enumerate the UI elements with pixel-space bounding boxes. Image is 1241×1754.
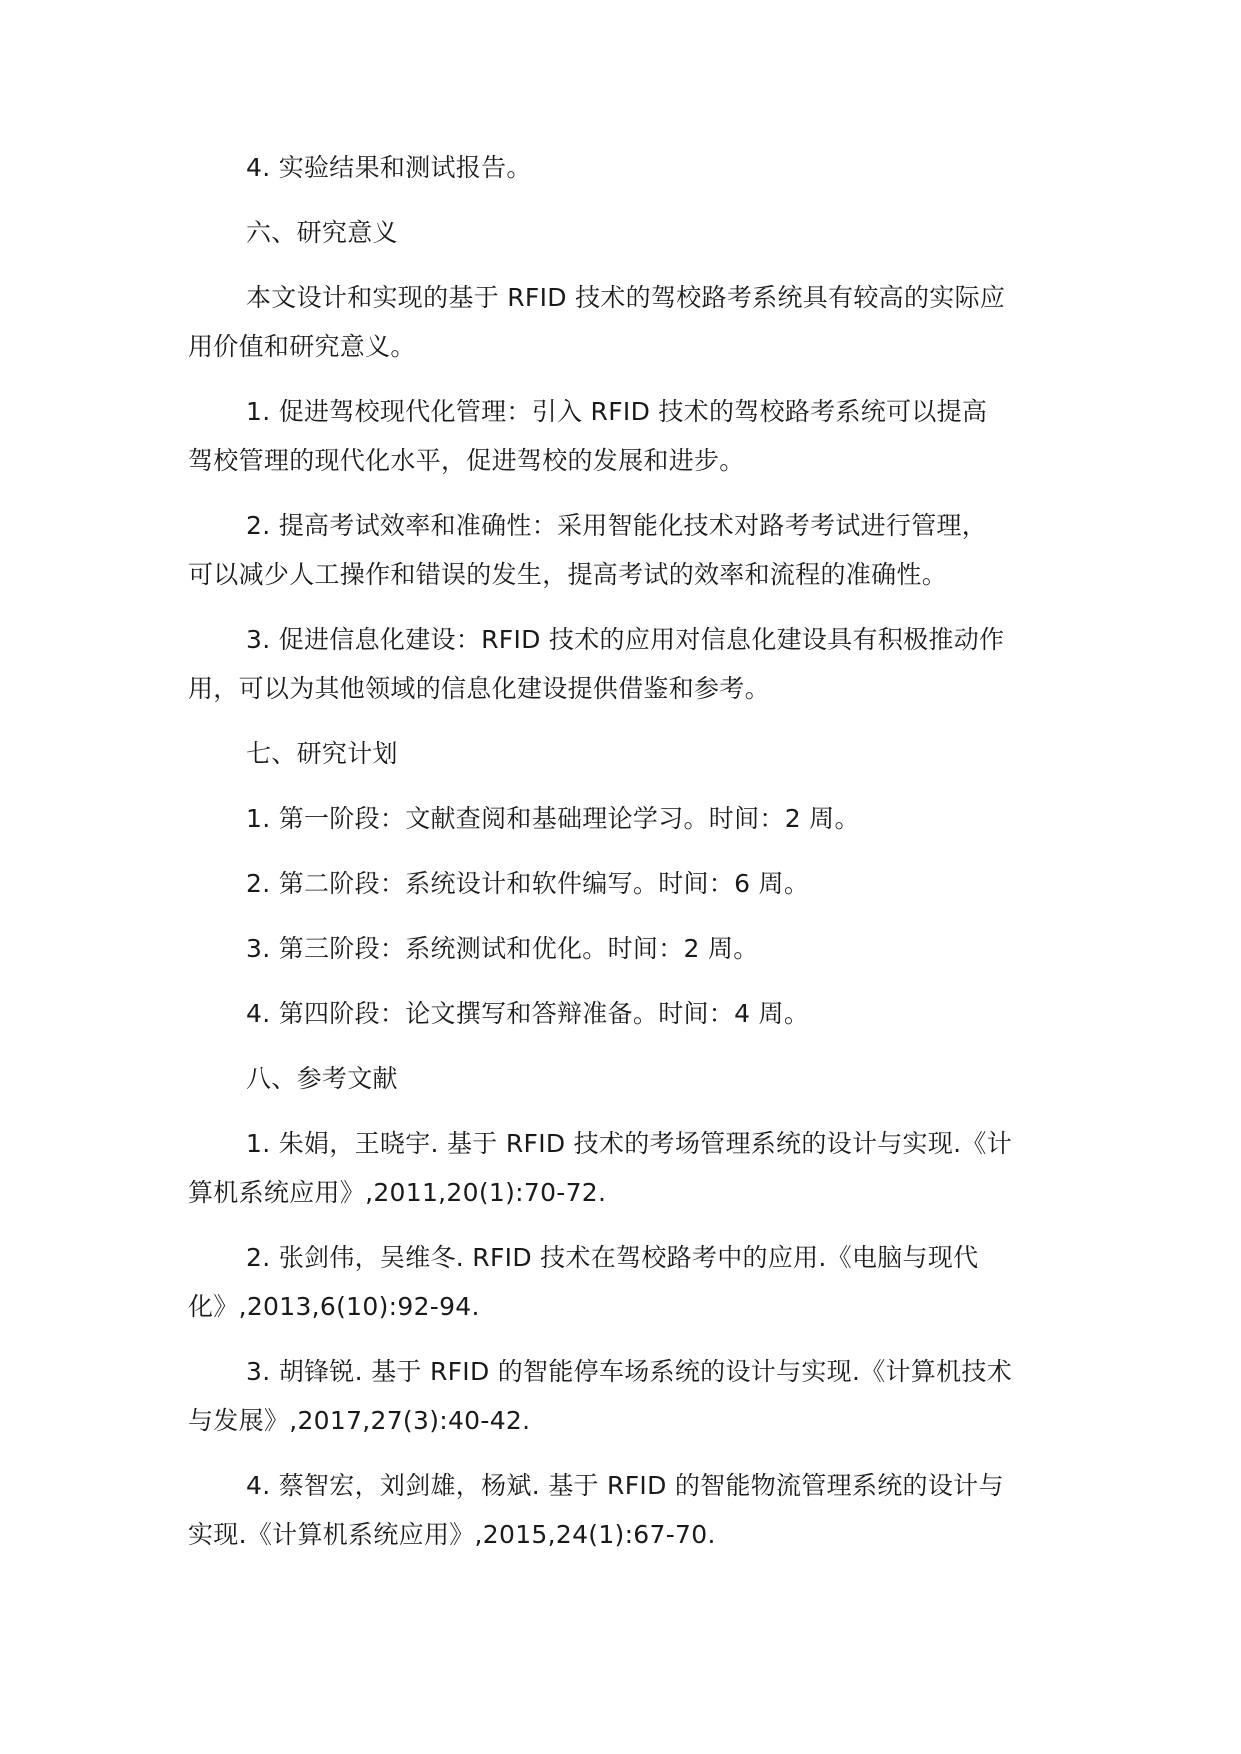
section-heading: 六、研究意义: [246, 218, 398, 247]
reference-line: 2. 张剑伟，吴维冬. RFID 技术在驾校路考中的应用.《电脑与现代: [246, 1243, 979, 1272]
document-body: [188, 152, 1058, 1551]
paragraph-line: 2. 提高考试效率和准确性：采用智能化技术对路考考试进行管理，: [246, 511, 988, 540]
list-item: 4. 实验结果和测试报告。: [246, 153, 532, 182]
paragraph-line: 可以减少人工操作和错误的发生，提高考试的效率和流程的准确性。: [188, 560, 948, 589]
paragraph-line: 本文设计和实现的基于 RFID 技术的驾校路考系统具有较高的实际应: [246, 283, 1006, 312]
list-item: 4. 第四阶段：论文撰写和答辩准备。时间：4 周。: [246, 999, 810, 1028]
section-heading: 八、参考文献: [246, 1064, 398, 1093]
list-item: 1. 第一阶段：文献查阅和基础理论学习。时间：2 周。: [246, 804, 860, 833]
paragraph-line: 用价值和研究意义。: [188, 332, 416, 361]
paragraph-line: 驾校管理的现代化水平，促进驾校的发展和进步。: [188, 446, 745, 475]
paragraph-line: 3. 促进信息化建设：RFID 技术的应用对信息化建设具有积极推动作: [246, 625, 1005, 654]
paragraph-line: 用，可以为其他领域的信息化建设提供借鉴和参考。: [188, 674, 770, 703]
reference-line: 4. 蔡智宏，刘剑雄，杨斌. 基于 RFID 的智能物流管理系统的设计与: [246, 1471, 1004, 1500]
reference-line: 1. 朱娟，王晓宇. 基于 RFID 技术的考场管理系统的设计与实现.《计: [246, 1129, 1013, 1158]
section-heading: 七、研究计划: [246, 739, 398, 768]
reference-line: 与发展》,2017,27(3):40-42.: [188, 1406, 531, 1435]
reference-line: 实现.《计算机系统应用》,2015,24(1):67-70.: [188, 1520, 716, 1549]
list-item: 2. 第二阶段：系统设计和软件编写。时间：6 周。: [246, 869, 810, 898]
paragraph-line: 1. 促进驾校现代化管理：引入 RFID 技术的驾校路考系统可以提高: [246, 397, 988, 426]
list-item: 3. 第三阶段：系统测试和优化。时间：2 周。: [246, 934, 759, 963]
reference-line: 3. 胡锋锐. 基于 RFID 的智能停车场系统的设计与实现.《计算机技术: [246, 1357, 1013, 1386]
reference-line: 化》,2013,6(10):92-94.: [188, 1292, 480, 1321]
reference-line: 算机系统应用》,2011,20(1):70-72.: [188, 1178, 607, 1207]
